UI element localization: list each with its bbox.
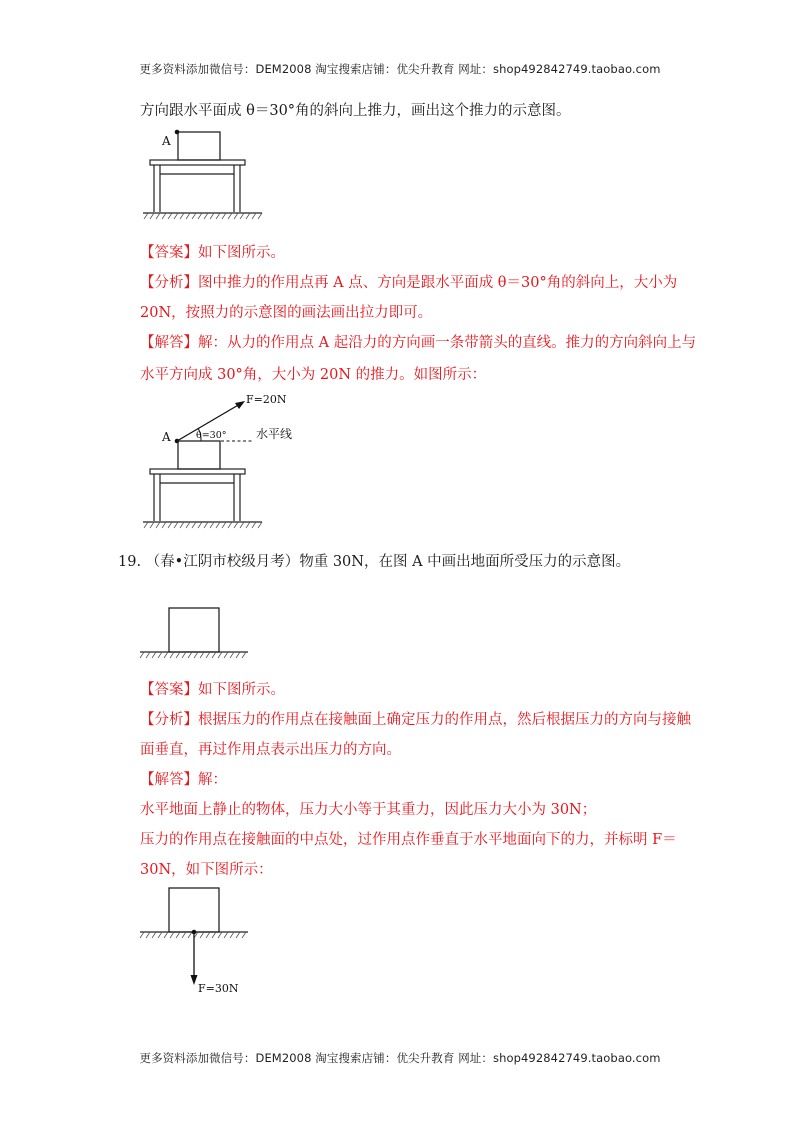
box [169,608,219,652]
q19-analysis-line2: 面垂直，再过作用点表示出压力的方向。 [140,742,401,758]
point-a-label: A [162,430,171,444]
question-18-text: 方向跟水平面成 θ＝30°角的斜向上推力，画出这个推力的示意图。 [140,103,571,119]
figure-box-on-ground [138,605,253,665]
q18-analysis-line2: 20N，按照力的示意图的画法画出拉力即可。 [140,305,433,321]
q19-answer: 【答案】如下图所示。 [140,682,285,698]
page-header: 更多资料添加微信号：DEM2008 淘宝搜索店铺：优尖升教育 网址：shop492842749.taobao.com [139,62,661,76]
pressure-arrowhead [191,975,198,985]
table-top [150,160,245,165]
point-a-label: A [162,134,171,148]
q19-solution-line3: 30N，如下图所示： [140,862,273,878]
point-a-dot [175,130,180,135]
q18-solution-line1: 【解答】解：从力的作用点 A 起沿力的方向画一条带箭头的直线。推力的方向斜向上与 [140,335,697,351]
box [178,132,220,160]
q19-analysis-line1: 【分析】根据压力的作用点在接触面上确定压力的作用点，然后根据压力的方向与接触 [140,712,691,728]
q19-solution-line1: 水平地面上静止的物体，压力大小等于其重力，因此压力大小为 30N； [140,802,597,818]
force-arrowhead [235,401,245,409]
box [178,441,220,469]
force-label: F=20N [246,393,287,406]
pressure-force-label: F=30N [198,982,239,995]
page-footer: 更多资料添加微信号：DEM2008 淘宝搜索店铺：优尖升教育 网址：shop492842749.taobao.com [139,1051,661,1065]
box [169,888,219,932]
figure-box-with-pressure [138,885,268,1000]
horizontal-line-label: 水平线 [256,427,293,441]
q18-answer: 【答案】如下图所示。 [140,245,285,261]
angle-label: θ=30° [196,430,227,441]
q18-solution-line2: 水平方向成 30°角，大小为 20N 的推力。如图所示： [140,367,487,383]
q19-solution-line2: 压力的作用点在接触面的中点处，过作用点作垂直于水平地面向下的力，并标明 F＝ [140,832,677,848]
question-19-text: 19. （春•江阴市校级月考）物重 30N，在图 A 中画出地面所受压力的示意图。 [118,554,631,570]
q19-solution-head: 【解答】解： [140,772,227,788]
figure-table-with-box [140,125,270,225]
figure-table-with-force [140,390,310,532]
q18-analysis-line1: 【分析】图中推力的作用点再 A 点、方向是跟水平面成 θ＝30°角的斜向上，大小为 [140,275,678,291]
table-top [150,469,245,474]
